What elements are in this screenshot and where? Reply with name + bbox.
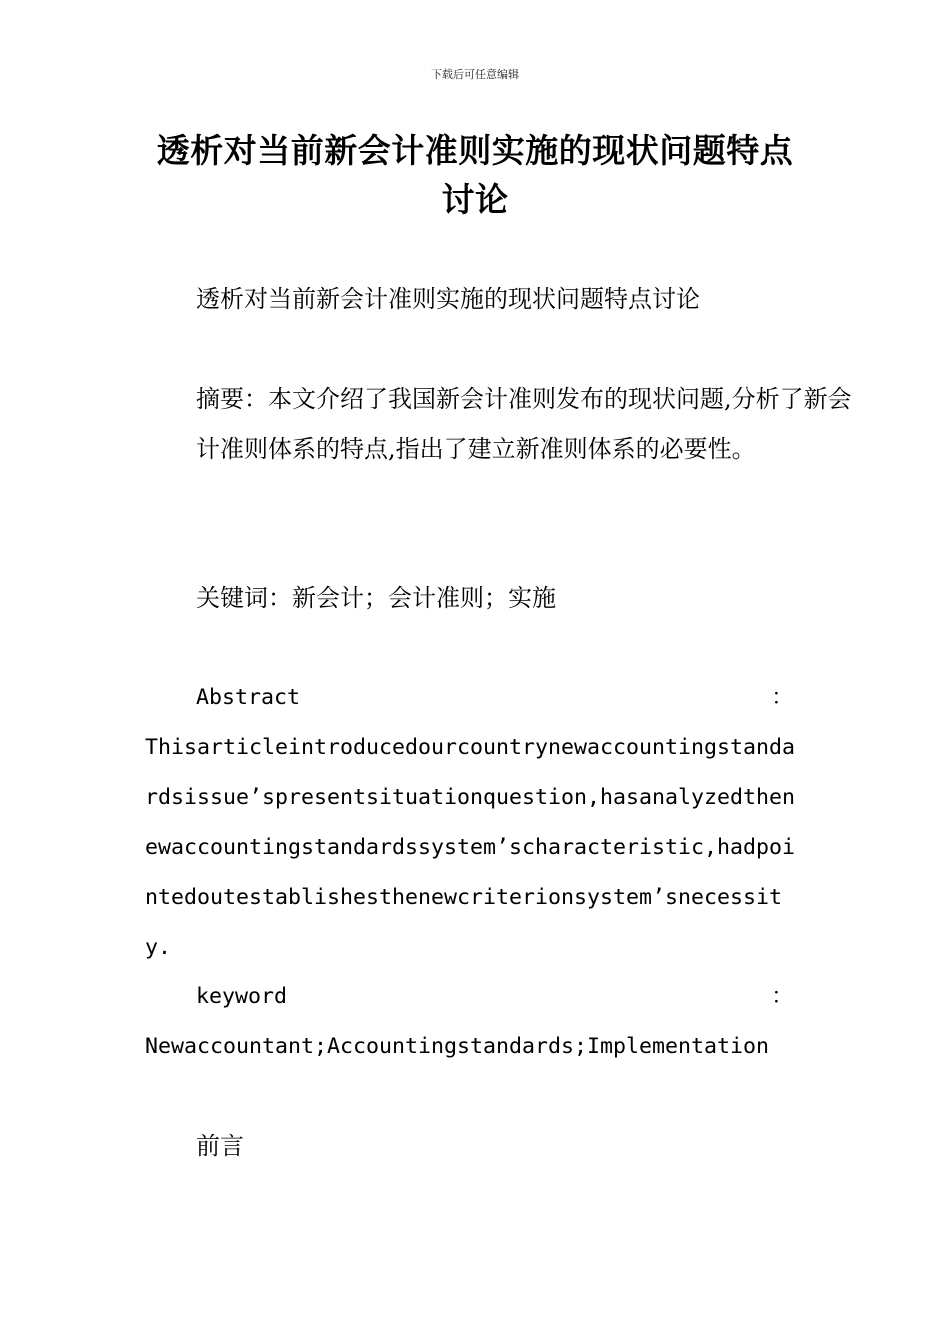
keywords-english-label-line	[145, 972, 805, 1022]
abstract-english-label-line	[145, 673, 805, 723]
keywords-chinese: 关键词：新会计；会计准则；实施	[196, 584, 556, 612]
abstract-chinese	[145, 374, 856, 474]
keywords-english-colon: ：	[771, 984, 793, 1009]
preface-heading: 前言	[196, 1132, 244, 1160]
keywords-english-text: Newaccountant;Accountingstandards;Implementation	[145, 1034, 770, 1059]
header-note: 下载后可任意编辑	[431, 68, 519, 81]
abstract-english-label: Abstract	[196, 685, 301, 710]
subtitle: 透析对当前新会计准则实施的现状问题特点讨论	[196, 285, 700, 313]
abstract-english-colon: ：	[771, 685, 793, 710]
document-title: 透析对当前新会计准则实施的现状问题特点讨论	[156, 131, 794, 219]
abstract-english-text: Thisarticleintroducedourcountrynewaccountingstandardsissue’spresentsituationquestion,hasanalyzedthenewaccountingstandardssystem’scharacteristic,hadpointedoutestablishesthenewcriterionsystem’snecessity.	[145, 735, 796, 960]
abstract-chinese-text: 摘要：本文介绍了我国新会计准则发布的现状问题,分析了新会计准则体系的特点,指出了建立新准则体系的必要性。	[196, 385, 852, 463]
keywords-english-label: keyword	[196, 984, 288, 1009]
keywords-english	[145, 972, 805, 1072]
abstract-english	[145, 673, 805, 973]
